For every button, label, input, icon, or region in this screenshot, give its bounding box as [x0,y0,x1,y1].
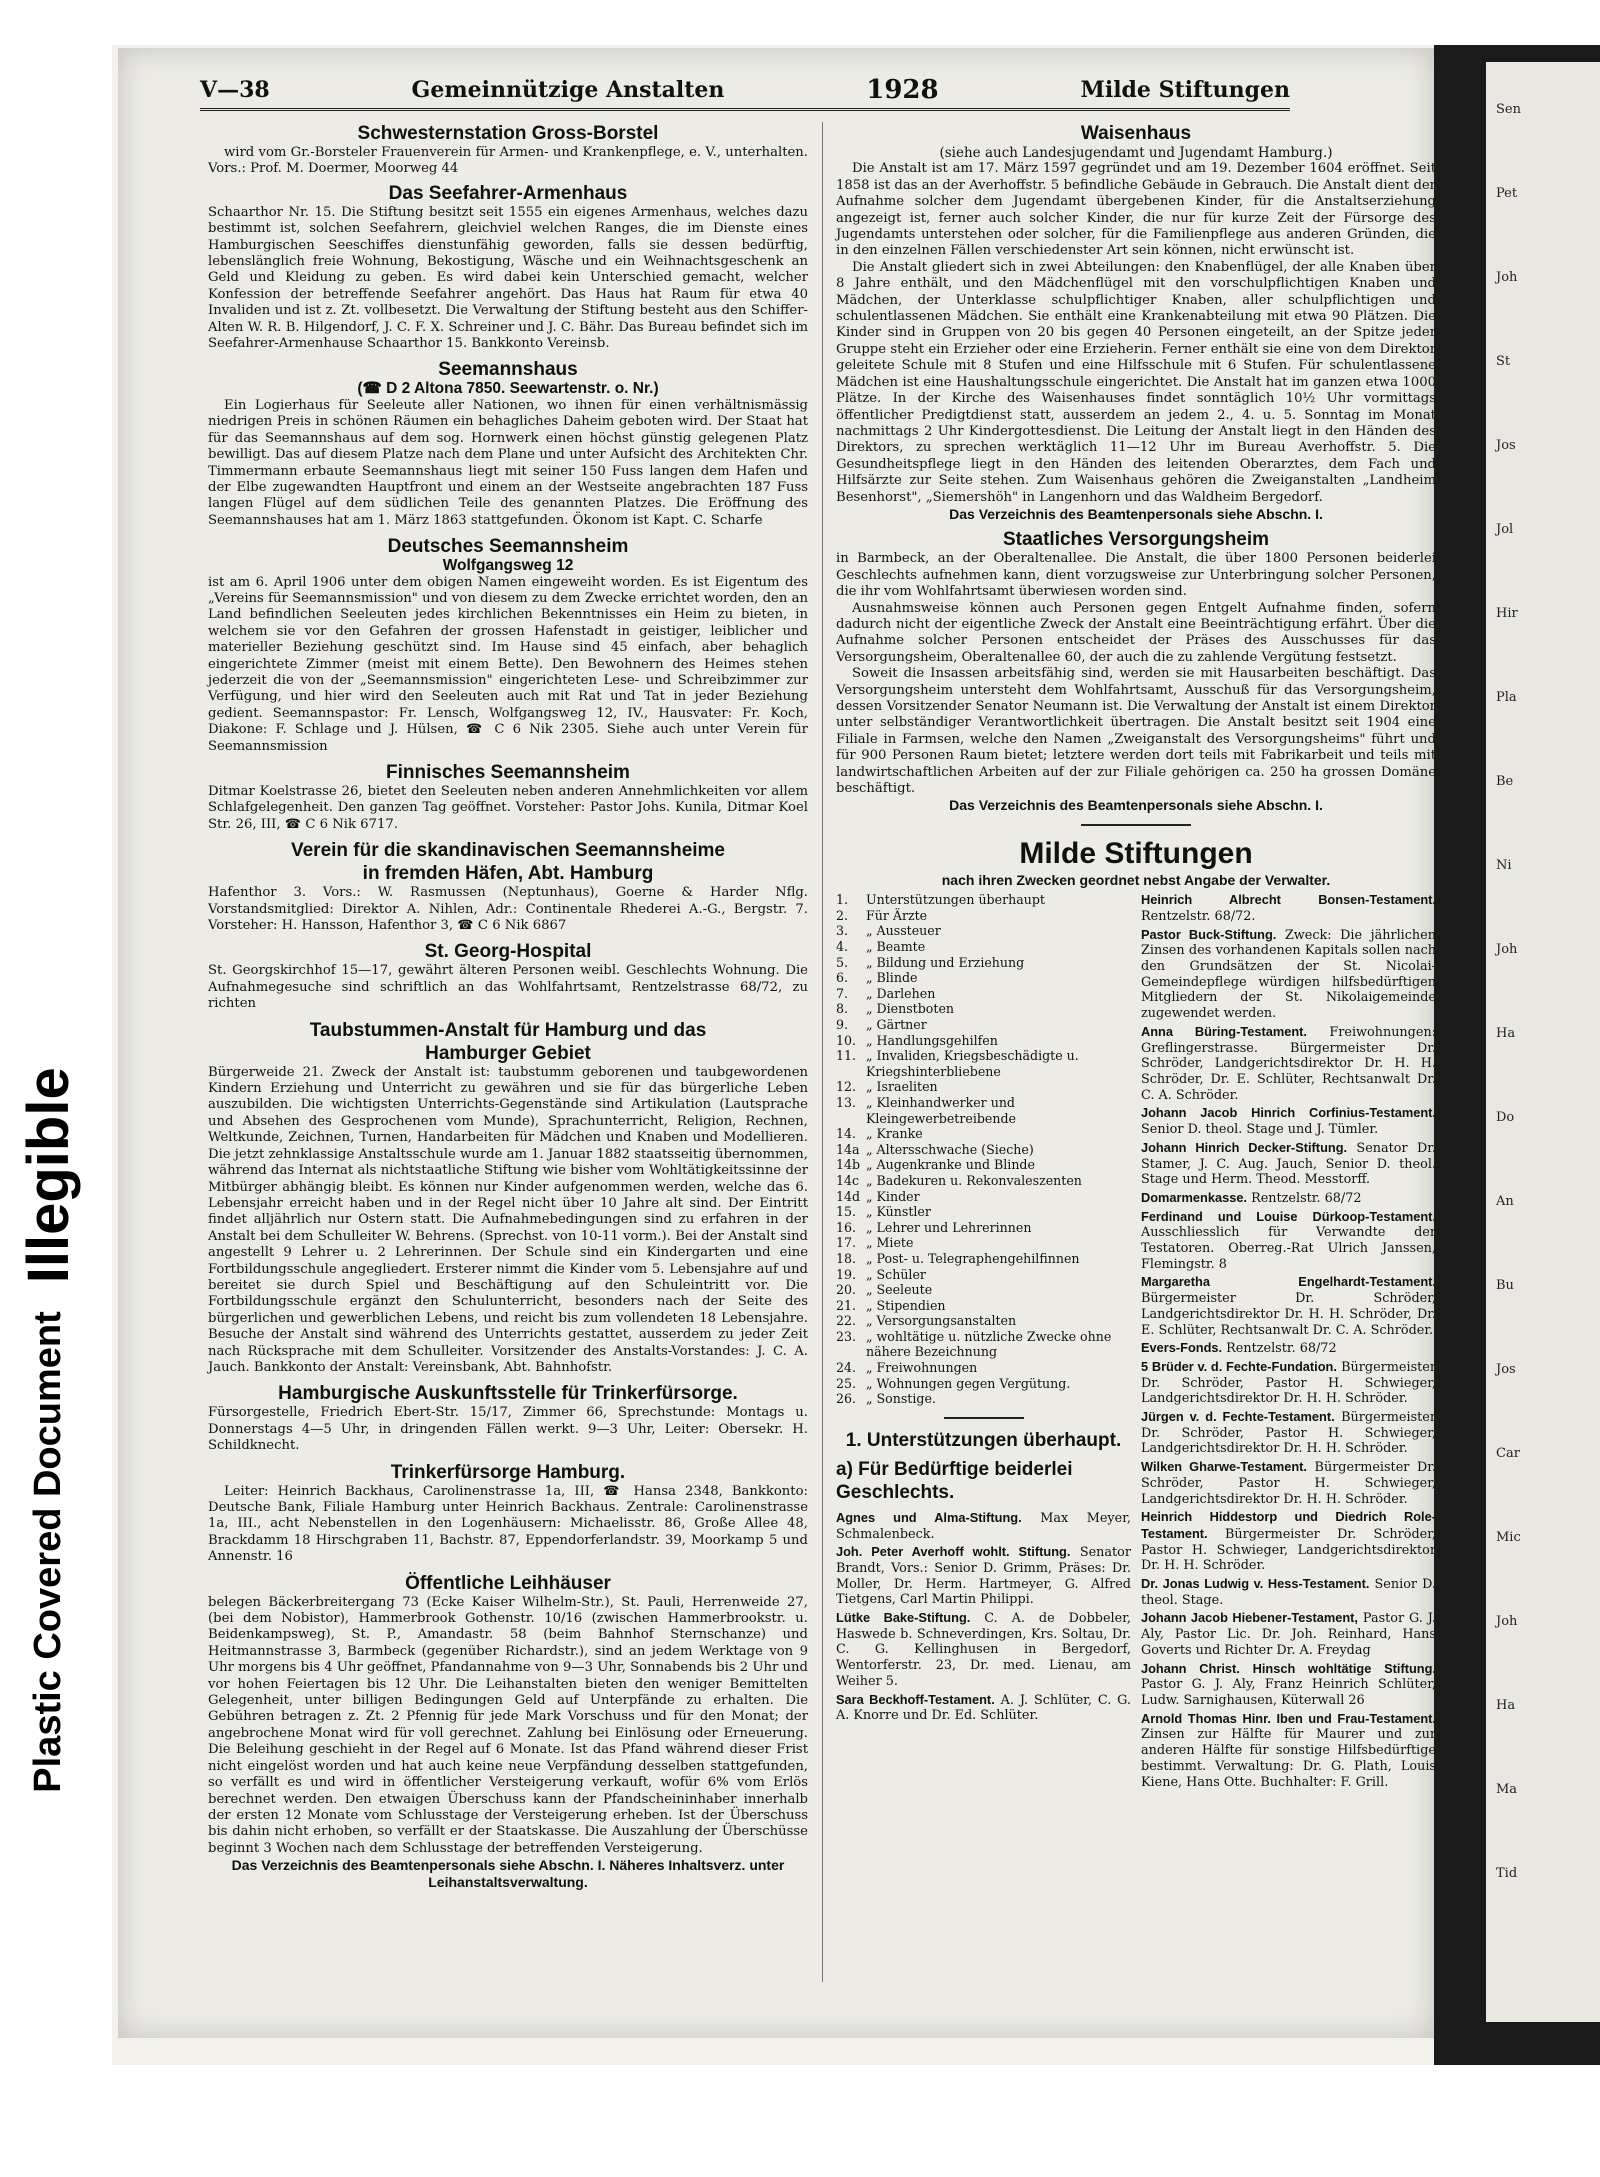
seemannshaus-subtitle: (☎ D 2 Altona 7850. Seewartenstr. o. Nr.) [357,380,659,398]
neighbor-fragment: Hir [1496,606,1518,621]
neighbor-fragment: Car [1496,1446,1520,1461]
index-row: 14d „ Kinder [836,1188,920,1204]
milde-right-subcolumn [1141,892,1436,1792]
stiftung-entry: Jürgen v. d. Fechte-Testament. Bürgermeister Dr. Schröder, Pastor H. Schwieger, Landgerichtsdirektor Dr. H. H. Schröder. [1141,1409,1436,1457]
versorgungsheim-p2: Ausnahmsweise können auch Personen gegen Entgelt Aufnahme finden, sofern dadurch nicht der eigentliche Zweck der Anstalt eine Beeinträchtigung erfährt. Über die Aufnahme solcher Personen entscheidet der Präses des Ausschusses für das Versorgungsheim, Oberaltenallee 60, der auch die zu zahlende Vergütung festsetzt. [836,600,1436,665]
index-row: 20. „ Seeleute [836,1282,933,1298]
seefahrer-title: Das Seefahrer-Armenhaus [388,182,628,204]
versorgungsheim-note: Das Verzeichnis des Beamtenpersonals siehe Abschn. I. [949,797,1323,814]
index-row: 25. „ Wohnungen gegen Vergütung. [836,1375,1071,1391]
stiftung-entry: Lütke Bake-Stiftung. C. A. de Dobbeler, Haswede b. Schneverdingen, Krs. Soltau, Dr. C. G. Kellinghusen in Bergedorf, Wentorferstr. 23, Dr. med. Lienau, am Weiher 5. [836,1610,1131,1689]
stiftung-entry: Sara Beckhoff-Testament. A. J. Schlüter, C. G. A. Knorre und Dr. Ed. Schlüter. [836,1691,1131,1724]
versorgungsheim-p3: Soweit die Insassen arbeitsfähig sind, werden sie mit Hausarbeiten beschäftigt. Das Versorgungsheim untersteht dem Wohlfahrtsamt, Ausschuß für das Versorgungsheim, dessen Vorsitzender Senator Neumann ist. Die Verwaltung der Anstalt ist einem Direktor unter selbständiger Verantwortlichkeit übertragen. Die Anstalt besitzt seit 1904 eine Filiale in Farmsen, welche den Namen „Zweiganstalt des Versorgungsheims" führt und für 900 Personen Raum bietet; letztere werden dort teils mit Fabrikarbeit und teils mit landwirtschaftlichen Arbeiten auf der zur Filiale gehörigen ca. 250 ha grossen Domäne beschäftigt. [836,666,1436,797]
milde-subtitle: nach ihren Zwecken geordnet nebst Angabe der Verwalter. [941,871,1331,888]
neighbor-fragment: Tid [1496,1866,1518,1881]
section-1a-title: a) Für Bedürftige beiderlei Geschlechts. [836,1458,1073,1503]
stiftung-entry: Wilken Gharwe-Testament. Bürgermeister Dr. Schröder, Pastor H. Schwieger, Landgerichtsdirektor Dr. H. H. Schröder. [1141,1459,1436,1507]
neighbor-fragment: Pla [1496,690,1517,705]
right-title: Milde Stiftungen [1080,77,1290,103]
stiftung-entry: Johann Jacob Hiebener-Testament, Pastor G. J. Aly, Pastor Lic. Dr. Joh. Reinhard, Hans Goverts und Richter Dr. A. Freydag [1141,1610,1437,1658]
stiftung-entry: Johann Hinrich Decker-Stiftung. Senator Dr. Stamer, J. C. Aug. Jauch, Senior D. theol. Stage und Herm. Theod. Messtorff. [1141,1139,1436,1188]
versorgungsheim-title: Staatliches Versorgungsheim [1002,529,1270,551]
section-1-title: 1. Unterstützungen überhaupt. [845,1429,1122,1451]
index-row: 2. Für Ärzte [836,907,928,923]
stiftung-entry: Ferdinand und Louise Dürkoop-Testament. Ausschliesslich für Verwandte der Testatoren. Oberreg.-Rat Ulrich Janssen, Flemingstr. 8 [1141,1208,1436,1272]
index-row: 10. „ Handlungsgehilfen [836,1032,998,1048]
stiftung-entry: Margaretha Engelhardt-Testament. Bürgermeister Dr. Schröder, Landgerichtsdirektor Dr. H. H. Schröder, Dr. E. Schlüter, Rechtsanwalt Dr. C. A. Schröder. [1141,1274,1436,1338]
seemannsheim-text: ist am 6. April 1906 unter dem obigen Namen eingeweiht worden. Es ist Eigentum des „Vereins für Seemannsmission" und von diesem zu dem Zwecke errichtet worden, den an Land befindlichen Seeleuten jedes kirchlichen Bekenntnisses ein Heim zu bieten, in welchem sie vor den Gefahren der grossen Hafenstadt in geistiger, leiblicher und materieller Beziehung geschützt sind. Im Hause sind 45 einfach, aber behaglich eingerichtete Zimmer (meist mit einem Bette). Den Bewohnern des Heimes stehen jederzeit die von der „Seemannsmission" eingerichteten Lese- und Schreibzimmer zur Verfügung, und hier wird den Seeleuten auch mit Rat und Tat in jeder Beziehung gedient. Seemannspastor: Fr. Lensch, Wolfgangsweg 12, IV., Hausvater: Fr. Koch, Diakone: F. Schlage und J. Hülsen, ☎ C 6 Nik 2305. Siehe auch unter Verein für Seemannsmission [208,574,808,754]
index-row: 1. Unterstützungen überhaupt [836,892,1045,908]
neighbor-fragment: An [1496,1194,1514,1209]
waisenhaus-note: Das Verzeichnis des Beamtenpersonals siehe Abschn. I. [949,505,1323,522]
neighbor-fragment: Jos [1496,438,1516,453]
right-column [836,122,1436,1792]
index-row: 11. „ Invaliden, Kriegsbeschädigte u. Kriegshinterbliebene [836,1048,1079,1079]
stiftung-entry: Johann Jacob Hinrich Corfinius-Testament. Senior D. theol. Stage und J. Tümler. [1141,1105,1436,1138]
stiftung-entry: Pastor Buck-Stiftung. Zweck: Die jährlichen Zinsen des vorhandenen Kapitals sollen nach den Grundsätzen der St. Nicolai-Gemeindepflege würdigen hilfsbedürftigen Mitgliedern der St. Nikolaigemeinde zugewendet werden. [1141,926,1436,1022]
neighbor-fragment: Ha [1496,1698,1516,1713]
skandinavisch-title-1: Verein für die skandinavischen Seemannsheime [290,840,725,862]
index-row: 6. „ Blinde [836,970,918,986]
stiftung-entry: 5 Brüder v. d. Fechte-Fundation. Bürgermeister Dr. Schröder, Pastor H. Schwieger, Landgerichtsdirektor Dr. H. H. Schröder. [1141,1358,1436,1407]
waisenhaus-p1: Die Anstalt ist am 17. März 1597 gegründet und am 19. Dezember 1604 eröffnet. Seit 1858 ist das an der Averhoffstr. 5 befindliche Gebäude in Gebrauch. Die Anstalt dient der Aufnahme solcher dem Jugendamt übergebenen Kinder, für die Anstaltserziehung angezeigt ist, ferner auch solcher Kinder, die nur für kurze Zeit der Fürsorge des Jugendamts unterstehen oder solcher, für die Familienpflege aus anderen Gründen, die in den einzelnen Fällen verschiedenster Art sein können, nicht erwünscht ist. [836,161,1436,259]
index-row: 19. „ Schüler [836,1266,926,1282]
index-row: 9. „ Gärtner [836,1017,927,1032]
neighbor-fragment: Bu [1496,1278,1514,1293]
index-row: 12. „ Israeliten [836,1079,938,1095]
skandinavisch-title-2: in fremden Häfen, Abt. Hamburg [362,863,654,885]
milde-title: Milde Stiftungen [1019,836,1253,870]
schwesternstation-title: Schwesternstation Gross-Borstel [357,123,659,144]
seemannsheim-subtitle: Wolfgangsweg 12 [442,557,574,575]
index-row: 14. „ Kranke [836,1126,923,1142]
stiftung-entry: Dr. Jonas Ludwig v. Hess-Testament. Senior D. theol. Stage. [1141,1576,1436,1608]
neighbor-fragment: Joh [1496,270,1518,285]
side-label [8,810,88,2050]
st-georg-text: St. Georgskirchhof 15—17, gewährt älteren Personen weibl. Geschlechts Wohnung. Die Aufnahmegesuche sind schriftlich an das Wohlfahrtsamt, Rentzelstrasse 68/72, zu richten [208,963,808,1012]
neighbor-fragment: Ha [1496,1026,1516,1041]
stiftung-entry: Agnes und Alma-Stiftung. Max Meyer, Schmalenbeck. [836,1509,1131,1542]
stiftung-entry: Heinrich Hiddestorp und Diedrich Role-Testament. Bürgermeister Dr. Schröder, Pastor H. Schwieger, Landgerichtsdirektor Dr. H. H. Schröder. [1141,1509,1436,1574]
side-label-cover: Plastic Covered Document [26,1311,69,1793]
st-georg-title: St. Georg-Hospital [424,941,592,963]
neighbor-fragment: Pet [1496,186,1518,201]
index-row: 14b „ Augenkranke und Blinde [836,1157,1035,1173]
trinker-text: Leiter: Heinrich Backhaus, Carolinenstrasse 1a, III, ☎ Hansa 2348, Bankkonto: Deutsche Bank, Filiale Hamburg unter Heinrich Backhaus. Zentrale: Carolinenstrasse 1a, III., acht Nebenstellen in den Logenhäusern: Michaelisstr. 86, Große Allee 48, Brackdamm 18 Hirschgraben 11, Bachstr. 87, Eppendorferlandstr. 39, Moorkamp 5 und Annenstr. 16 [208,1483,808,1565]
index-row: 8. „ Dienstboten [836,1001,955,1017]
index-row: 17. „ Miete [836,1235,914,1251]
milde-columns [836,892,1436,1792]
seefahrer-text: Schaarthor Nr. 15. Die Stiftung besitzt seit 1555 ein eigenes Armenhaus, welches dazu bestimmt ist, solchen Seefahrern, gleichviel welchen Ranges, die im Dienste eines Hamburgischen Seeschiffes dienstunfähig geworden, falls sie dessen bedürftig, lebenslänglich freie Wohnung, Bekostigung, Wäsche und ein Weihnachtsgeschenk an Geld und Kleidung zu geben. Es wird dabei kein Unterschied gemacht, welcher Konfession der betreffende Seefahrer angehört. Das Haus hat Raum für etwa 40 Invaliden und ist z. Zt. vollbesetzt. Die Verwaltung der Stiftung besteht aus den Schiffer-Alten W. R. B. Hilgendorf, J. C. F. X. Schreiner und J. C. Bähr. Das Bureau befindet sich im Seefahrer-Armenhause Schaarthor 15. Bankkonto Vereinsb. [208,204,808,352]
neighbor-fragment: Joh [1496,942,1518,957]
seemannshaus-title: Seemannshaus [438,359,578,381]
neighbor-fragment: Jol [1496,522,1514,537]
skandinavisch-text: Hafenthor 3. Vors.: W. Rasmussen (Neptunhaus), Goerne & Harder Nflg. Vorstandsmitglied: Direktor A. Nihlen, Adr.: Continentale Rhederei A.-G., Bergstr. 7. Vorsteher: H. Hansson, Hafenthor 3, ☎ C 6 Nik 6867 [208,885,808,934]
leihhaeuser-text: belegen Bäckerbreitergang 73 (Ecke Kaiser Wilhelm-Str.), St. Pauli, Herrenweide 27, (bei dem Nobistor), Hammerbrook Gothenstr. 10/16 (zwischen Hammerbrookstr. u. Beidenkampsweg), St. P., Amandastr. 58 (beim Bahnhof Sternschanze) und Heitmannstrasse 3, Barmbeck (gegenüber Richardstr.), sind an jedem Werktage von 9 Uhr morgens bis 4 Uhr geöffnet, Pfandannahme von 9—3 Uhr, Sonnabends bis 2 Uhr und vor hohen Feiertagen bis 12 Uhr. Die Leihanstalten bieten den weniger Bemittelten Gelegenheit, unter billigen Bedingungen Geld auf Unterpfände zu erhalten. Die Gebühren betragen z. Zt. 2 Pfennig für jede Mark Vorschuss und für den Monat; der angebrochene Monat wird für voll gerechnet. Zahlung bei Einlösung oder Erneuerung. Die Beleihung geschieht in der Regel auf 6 Monate. Ist das Pfand während dieser Frist nicht eingelöst worden und hat auch keine neue Verpfändung desselben stattgefunden, so verfällt es und wird in öffentlicher Versteigerung verkauft, wofür 6% vom Erlös berechnet werden. Den etwaigen Überschuss kann der Pfandscheininhaber innerhalb der ersten 12 Monate vom Schlusstage der Versteigerung erheben. Ist der Überschuss bis dahin nicht erhoben, so verfällt er der Staatskasse. Die Auszahlung der Überschüsse beginnt 3 Wochen nach dem Schlusstage der betreffenden Versteigerung. [208,1594,808,1856]
neighbor-fragment: Jos [1496,1362,1516,1377]
finnisches-title: Finnisches Seemannsheim [386,762,630,783]
section-rule [1081,824,1191,826]
auskunft-title: Hamburgische Auskunftsstelle für Trinkerfürsorge. [278,1383,738,1405]
waisenhaus-title: Waisenhaus [1080,123,1192,144]
waisenhaus-subtitle: (siehe auch Landesjugendamt und Jugendamt Hamburg.) [939,145,1333,161]
index-row: 18. „ Post- u. Telegraphengehilfinnen [836,1250,1080,1266]
versorgungsheim-p1: in Barmbeck, an der Oberaltenallee. Die Anstalt, die über 1800 Personen beiderlei Geschlechts aufnehmen kann, dient vorzugsweise zur Unterbringung solcher Personen, die ihr vom Wohlfahrtsamt überwiesen worden sind. [836,551,1436,600]
taubstummen-title-2: Hamburger Gebiet [425,1042,591,1064]
index-row: 26. „ Sonstige. [836,1391,936,1407]
stiftung-entry: Evers-Fonds. Rentzelstr. 68/72 [1141,1340,1337,1357]
schwesternstation-text: wird vom Gr.-Borsteler Frauenverein für Armen- und Krankenpflege, e. V., unterhalten. Vors.: Prof. M. Doermer, Moorweg 44 [208,145,808,177]
auskunft-text: Fürsorgestelle, Friedrich Ebert-Str. 15/17, Zimmer 66, Sprechstunde: Montags u. Donnerstags 4—5 Uhr, in dringenden Fällen werkt. 9—3 Uhr, Leiter: Obersekr. H. Schildknecht. [208,1405,808,1454]
index-rule [944,1417,1024,1419]
index-row: 13. „ Kleinhandwerker und Kleingewerbetreibende [836,1094,1017,1126]
neighbor-page-edge [1486,62,1600,2022]
column-divider [822,122,823,1982]
index-row: 3. „ Aussteuer [836,923,941,939]
trinker-title: Trinkerfürsorge Hamburg. [390,1461,626,1483]
page-number: V—38 [200,77,270,103]
index-row: 21. „ Stipendien [836,1297,946,1313]
stiftung-entry: Joh. Peter Averhoff wohlt. Stiftung. Senator Brandt, Vors.: Senior D. Grimm, Präses: Dr. Moller, Dr. Herm. Hartmeyer, G. Alfred Tietgens, Carl Martin Philippi. [836,1544,1131,1608]
waisenhaus-p2: Die Anstalt gliedert sich in zwei Abteilungen: den Knabenflügel, der alle Knaben über 8 Jahre enthält, und den Mädchenflügel mit den vorschulpflichtigen Knaben und Mädchen, der Unterklasse schulpflichtiger Knaben, aller schulpflichtigen und schulentlassenen Mädchen. Sie enthält eine Krankenabteilung mit etwa 90 Plätzen. Die Kinder sind in Gruppen von 20 bis gegen 40 Personen eingeteilt, an der Spitze jeder Gruppe steht ein Erzieher oder eine Erzieherin. Ferner enthält sie eine von dem Direktor geleitete Schule mit 8 Stufen und eine Hilfsschule mit 6 Stufen. Für schulentlassene Mädchen ist eine Haushaltungsschule eingerichtet. Die Anstalt hat im ganzen etwa 1000 Plätze. In der Kirche des Waisenhauses findet sonntäglich 10½ Uhr vormittags öffentlicher Predigtdienst statt, ausserdem an jedem 2., 4. u. 5. Sonntag im Monat nachmittags 2 Uhr Kindergottesdienst. Die Leitung der Anstalt liegt in den Händen des Direktors, zu sprechen werktäglich 11—12 Uhr im Bureau Averhoffstr. 5. Die Gesundheitspflege liegt in den Händen des leitenden Oberarztes, dem Fach und Hilfsärzte zur Seite stehen. Zum Waisenhaus gehören die Zweiganstalten „Landheim Besenhorst", „Siemershöh" in Langenhorn und das Waldheim Bergedorf. [836,259,1436,505]
neighbor-fragment: Joh [1496,1614,1518,1629]
milde-left-subcolumn [836,892,1131,1792]
neighbor-fragment: Do [1496,1110,1515,1125]
index-row: 14a „ Altersschwache (Sieche) [836,1141,1034,1157]
leihhaeuser-note: Das Verzeichnis des Beamtenpersonals siehe Abschn. I. Näheres Inhaltsverz. unter Leihanstaltsverwaltung. [231,1857,785,1890]
neighbor-fragment: Mic [1496,1530,1521,1545]
stiftung-entry: Arnold Thomas Hinr. Iben und Frau-Testament. Zinsen zur Hälfte für Maurer und zur anderen Hälfte für sonstige Hilfsbedürftige bestimmt. Verwaltung: Dr. G. Plath, Louis Kiene, Hans Otte. Buchhalter: F. Grill. [1141,1710,1436,1790]
finnisches-text: Ditmar Koelstrasse 26, bietet den Seeleuten neben anderen Annehmlichkeiten vor allem Schlafgelegenheit. Den ganzen Tag geöffnet. Vorsteher: Pastor Johs. Kunila, Ditmar Koel Str. 26, III, ☎ C 6 Nik 6717. [208,784,808,832]
index-row: 24. „ Freiwohnungen [836,1360,978,1376]
index-row: 5. „ Bildung und Erziehung [836,954,1025,970]
seemannshaus-text: Ein Logierhaus für Seeleute aller Nationen, wo ihnen für einen verhältnismässig niedrigen Preis in schönen Räumen ein behagliches Daheim geboten wird. Der Staat hat für das Seemannshaus auf dem sog. Hornwerk einen höchst günstig gelegenen Platz bewilligt. Das auf diesem Platze nach dem Plane und unter Aufsicht des Architekten Chr. Timmermann erbaute Seemannshaus liegt mit seiner 150 Fuss langen dem Hafen und der Elbe zugewandten Hauptfront und einem an der Westseite angebrachten 187 Fuss langen Flügel auf dem südlichen Teile des genannten Platzes. Die Eröffnung des Seemannshauses hat am 1. März 1863 stattgefunden. Ökonom ist Kapt. C. Scharfe [208,397,808,528]
stiftung-entry: Johann Christ. Hinsch wohltätige Stiftung. Pastor G. J. Aly, Franz Heinrich Schlüter, Ludw. Sarnighausen, Küterwall 26 [1141,1660,1436,1708]
milde-index [836,892,1131,1407]
index-row: 7. „ Darlehen [836,985,936,1001]
stiftung-entry: Heinrich Albrecht Bonsen-Testament. Rentzelstr. 68/72. [1141,892,1436,924]
left-title: Gemeinnützige Anstalten [411,77,725,103]
neighbor-fragment: Be [1496,774,1514,789]
neighbor-fragment: Ni [1496,858,1512,873]
running-head [200,72,1290,111]
index-row: 22. „ Versorgungsanstalten [836,1313,1017,1329]
index-row: 16. „ Lehrer und Lehrerinnen [836,1219,1032,1235]
left-column [208,122,808,1890]
index-row: 4. „ Beamte [836,939,926,955]
taubstummen-text: Bürgerweide 21. Zweck der Anstalt ist: taubstumm geborenen und taubgewordenen Kindern Erziehung und Unterricht zu gewähren und sie für das bürgerliche Leben auszubilden. Die wichtigsten Unterrichts-Gegenstände sind Artikulation (Lautsprache und Absehen des Gesprochenen vom Munde), Sprachunterricht, Religion, Rechnen, Weltkunde, Zeichnen, Turnen, Handarbeiten für Mädchen und Knaben und Modellieren. Die jetzt zehnklassige Anstaltsschule wurde am 1. Januar 1882 staatsseitig übernommen, während das Internat als nichtstaatliche Stiftung wie bisher vom Wohltätigkeitssinne der Mitbürger abhängig bleibt. Es können nur Kinder aufgenommen werden, welche das 6. Lebensjahr erreicht haben und in der Regel nicht über 10 Jahre alt sind. Der Eintritt findet alljährlich nur Ostern statt. Die Aufnahmebedingungen sind zu erfahren in der Anstalt bei dem Schulleiter W. Behrens. (Sprechst. von 10-11 vorm.). Bei der Anstalt sind angestellt 9 Lehrer u. 2 Lehrerinnen. Der Schule sind ein Kindergarten und eine Fortbildungsschule angegliedert. Ersterer nimmt die Kinder vom 5. Lebensjahre auf und bereitet sie durch Spiel und Beschäftigung auf den Schuleintritt vor. Die Fortbildungsschule ergänzt den Schulunterricht, besonders nach der Seite des bürgerlichen und gewerblichen Lebens, und reicht bis zum vollendeten 18 Lebensjahre. Besuche der Anstalt sind während des Unterrichts gestattet, ausserdem zu jeder Zeit nach Rücksprache mit dem Schulleiter. Vorsitzender des Anstalts-Vorstandes: J. C. A. Jauch. Bankkonto der Anstalt: Vereinsbank, Abt. Bahnhofstr. [208,1064,808,1375]
index-row: 23. „ wohltätige u. nützliche Zwecke ohne nähere Bezeichnung [836,1328,1112,1360]
index-row: 15. „ Künstler [836,1204,931,1220]
neighbor-fragment: St [1496,354,1511,369]
stiftung-entry: Domarmenkasse. Rentzelstr. 68/72 [1141,1189,1362,1206]
stiftung-entry: Anna Büring-Testament. Freiwohnungen: Greflingerstrasse. Bürgermeister Dr. Schröder, Landgerichtsdirektor Dr. H. H. Schröder, Dr. E. Schlüter, Rechtsanwalt Dr. C. A. Schröder. [1141,1023,1436,1103]
taubstummen-title-1: Taubstummen-Anstalt für Hamburg und das [309,1019,707,1041]
neighbor-fragment: Ma [1496,1782,1518,1797]
year: 1928 [866,75,939,105]
neighbor-fragment: Sen [1496,102,1521,117]
index-row: 14c „ Badekuren u. Rekonvaleszenten [836,1172,1082,1188]
side-label-illegible: Illegible [15,1067,81,1284]
seemannsheim-title: Deutsches Seemannsheim [387,536,629,558]
leihhaeuser-title: Öffentliche Leihhäuser [405,1572,611,1594]
